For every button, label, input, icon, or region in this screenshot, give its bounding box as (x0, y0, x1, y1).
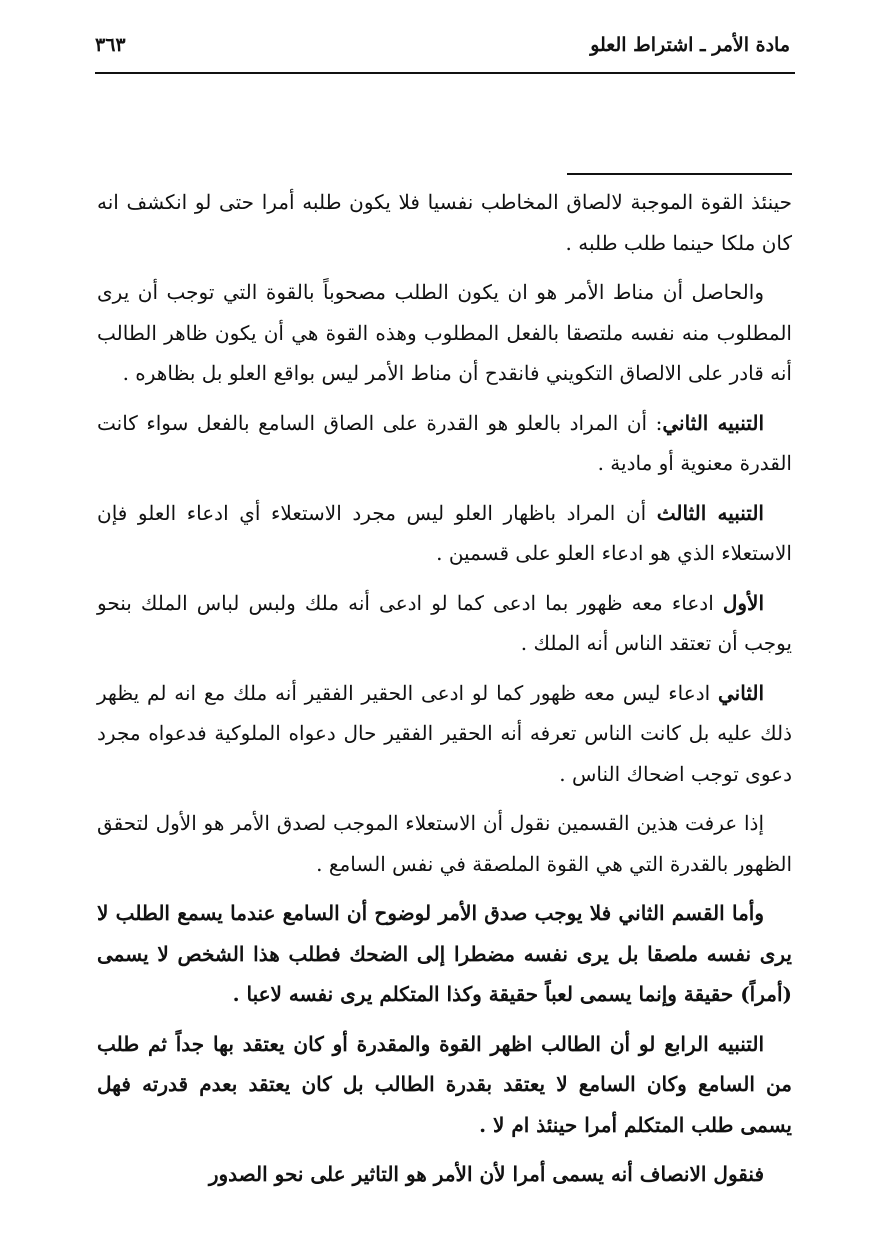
footnote-separator-rule (567, 173, 792, 175)
paragraph-text: ادعاء معه ظهور بما ادعى كما لو ادعى أنه ملك ولبس لباس الملك بنحو يوجب أن تعتقد الناس أنه الملك . (97, 590, 792, 655)
paragraph-term: الأول (722, 590, 764, 615)
paragraph-text: إذا عرفت هذين القسمين نقول أن الاستعلاء الموجب لصدق الأمر هو الأول لتحقق الظهور بالقدرة التي هي القوة الملصقة في نفس السامع . (97, 811, 792, 876)
paragraph-text: أن المراد باظهار العلو ليس مجرد الاستعلاء أي ادعاء العلو فإن الاستعلاء الذي هو ادعاء العلو على قسمين . (97, 500, 792, 565)
body-text (97, 182, 792, 1204)
paragraph-term: التنبيه الثاني (662, 410, 764, 435)
paragraph-first-type (97, 583, 792, 664)
paragraph-text: : أن المراد بالعلو هو القدرة على الصاق السامع بالفعل سواء كانت القدرة معنوية أو مادية . (97, 410, 792, 475)
paragraph-answer (97, 1154, 792, 1195)
paragraph-conclusion-first (97, 803, 792, 884)
page-header (95, 30, 790, 70)
paragraph-text: حينئذ القوة الموجبة لالصاق المخاطب نفسيا فلا يكون طلبه أمرا حتى لو انكشف انه كان ملكا حينما طلب طلبه . (97, 190, 792, 255)
paragraph-conclusion-second (97, 893, 792, 1015)
paragraph-term: التنبيه الثالث (656, 500, 764, 525)
paragraph-summary (97, 272, 792, 394)
header-rule (95, 72, 795, 74)
paragraph-term: التنبيه الرابع (664, 1031, 764, 1056)
paragraph-text: والحاصل أن مناط الأمر هو ان يكون الطلب مصحوباً بالقوة التي توجب أن يرى المطلوب منه نفسه ملتصقا بالفعل المطلوب وهذه القوة هي أن يكون ظاهر الطالب أنه قادر على الالصاق التكويني فانقدح أن مناط الأمر ليس بواقع العلو بل بظاهره . (97, 280, 792, 385)
paragraph-second-type (97, 673, 792, 795)
paragraph-text: وأما القسم الثاني فلا يوجب صدق الأمر لوضوح أن السامع عندما يسمع الطلب لا يرى نفسه ملصقا بل يرى نفسه مضطرا إلى الضحك فطلب هذا الشخص لا يسمى (أمراً) حقيقة وإنما يسمى لعباً حقيقة وكذا المتكلم يرى نفسه لاعبا . (97, 901, 792, 1006)
page-number: ٣٦٣ (95, 34, 126, 56)
paragraph-second-note (97, 403, 792, 484)
paragraph-third-note (97, 493, 792, 574)
paragraph-term: الثاني (717, 680, 764, 705)
paragraph-fourth-note (97, 1024, 792, 1146)
paragraph-text: ادعاء ليس معه ظهور كما لو ادعى الحقير الفقير أنه ملك مع انه لم يظهر ذلك عليه بل كانت الناس تعرفه أنه الحقير الفقير حال دعواه الملوكية فدعواه مجرد دعوى توجب اضحاك الناس . (97, 680, 792, 786)
paragraph-text: لو أن الطالب اظهر القوة والمقدرة أو كان يعتقد بها جداً ثم طلب من السامع وكان السامع لا يعتقد بقدرة الطالب بل كان يعتقد بعدم قدرته فهل يسمى طلب المتكلم أمرا حينئذ ام لا . (97, 1031, 792, 1137)
running-title: مادة الأمر ـ اشتراط العلو (590, 34, 790, 56)
paragraph-text: فنقول الانصاف أنه يسمى أمرا لأن الأمر هو التاثير على نحو الصدور (208, 1162, 764, 1186)
paragraph-continuation (97, 182, 792, 263)
